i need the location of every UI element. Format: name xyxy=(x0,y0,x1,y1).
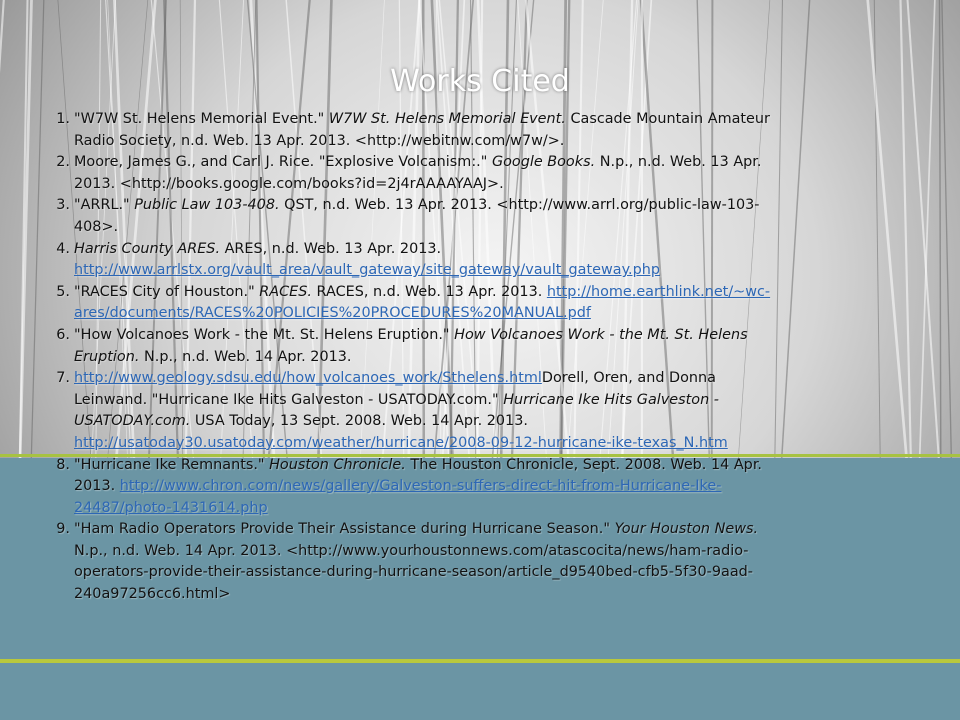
reference-text: The Houston Chronicle, Sept. 2008. Web. 14 Apr. 2013. xyxy=(74,456,762,495)
works-cited-list xyxy=(40,109,780,606)
reference-number: 4. xyxy=(56,240,70,257)
reference-text: "Ham Radio Operators Provide Their Assistance during Hurricane Season." xyxy=(74,521,615,538)
reference-text: "W7W St. Helens Memorial Event." xyxy=(74,111,329,127)
reference-text: RACES, n.d. Web. 13 Apr. 2013. xyxy=(311,283,547,300)
reference-title: Hurricane Ike Hits Galveston - USATODAY.com. xyxy=(74,391,719,430)
reference-number: 1. xyxy=(56,111,70,127)
reference-number: 8. xyxy=(56,456,70,473)
reference-text: USA Today, 13 Sept. 2008. Web. 14 Apr. 2013. xyxy=(190,413,528,430)
reference-text: Cascade Mountain Amateur Radio Society, n.d. Web. 13 Apr. 2013. <http://webitnw.com/w7w/>. xyxy=(74,111,770,149)
reference-title: W7W St. Helens Memorial Event. xyxy=(328,111,566,127)
reference-text: Dorell, Oren, and Donna Leinwand. "Hurricane Ike Hits Galveston - USATODAY.com." xyxy=(74,370,716,408)
reference-item-7 xyxy=(40,368,780,454)
reference-text: QST, n.d. Web. 13 Apr. 2013. <http://www.arrl.org/public-law-103-408>. xyxy=(74,197,760,235)
reference-link[interactable]: http://usatoday30.usatoday.com/weather/hurricane/2008-09-12-hurricane-ike-texas_N.htm xyxy=(74,434,728,451)
reference-number: 7. xyxy=(56,370,70,387)
reference-title: Public Law 103-408. xyxy=(134,197,280,214)
reference-item-6 xyxy=(40,325,780,368)
reference-link[interactable]: http://www.geology.sdsu.edu/how_volcanoes_work/Sthelens.html xyxy=(74,370,542,387)
reference-link[interactable]: http://www.arrlstx.org/vault_area/vault_gateway/site_gateway/vault_gateway.php xyxy=(74,262,660,279)
reference-title: How Volcanoes Work - the Mt. St. Helens Eruption. xyxy=(74,326,748,365)
reference-item-9 xyxy=(40,519,780,605)
reference-number: 9. xyxy=(56,521,70,538)
band-accent-rule-bottom xyxy=(0,659,960,663)
reference-title: RACES. xyxy=(259,283,312,300)
reference-number: 5. xyxy=(56,283,70,300)
reference-text: ARES, n.d. Web. 13 Apr. 2013. xyxy=(220,240,442,257)
slide-title: Works Cited xyxy=(390,64,570,99)
reference-text: "ARRL." xyxy=(74,197,135,214)
reference-number: 3. xyxy=(56,197,70,214)
reference-number: 6. xyxy=(56,326,70,343)
reference-title: Houston Chronicle. xyxy=(269,456,406,473)
reference-item-8 xyxy=(40,455,780,520)
reference-text: "Hurricane Ike Remnants." xyxy=(74,456,270,473)
reference-text: N.p., n.d. Web. 14 Apr. 2013. xyxy=(139,348,352,365)
reference-item-5 xyxy=(40,282,780,325)
reference-title: Harris County ARES. xyxy=(74,240,221,257)
reference-title: Google Books. xyxy=(491,154,596,171)
reference-text: N.p., n.d. Web. 14 Apr. 2013. <http://www.yourhoustonnews.com/atascocita/news/ham-radio-operators-provide-their-assistance-during-hurricane-season/article_d9540bed-cfb5-5f30-9aad-240a97256cc6.html> xyxy=(74,542,753,603)
reference-text: "RACES City of Houston." xyxy=(74,283,260,300)
reference-item-4 xyxy=(40,239,780,282)
reference-number: 2. xyxy=(56,154,70,171)
reference-text: N.p., n.d. Web. 13 Apr. 2013. <http://books.google.com/books?id=2j4rAAAAYAAJ>. xyxy=(74,154,762,192)
reference-text: Moore, James G., and Carl J. Rice. "Explosive Volcanism:." xyxy=(74,154,492,171)
reference-item-1 xyxy=(40,109,780,152)
reference-item-3 xyxy=(40,195,780,238)
reference-link[interactable]: http://home.earthlink.net/~wc-ares/documents/RACES%20POLICIES%20PROCEDURES%20MANUAL.pdf xyxy=(74,283,771,322)
reference-text: "How Volcanoes Work - the Mt. St. Helens Eruption." xyxy=(74,326,455,343)
reference-title: Your Houston News. xyxy=(614,521,759,538)
reference-item-2 xyxy=(40,152,780,195)
reference-link[interactable]: http://www.chron.com/news/gallery/Galveston-suffers-direct-hit-from-Hurricane-Ike-24487/photo-1431614.php xyxy=(74,478,722,516)
